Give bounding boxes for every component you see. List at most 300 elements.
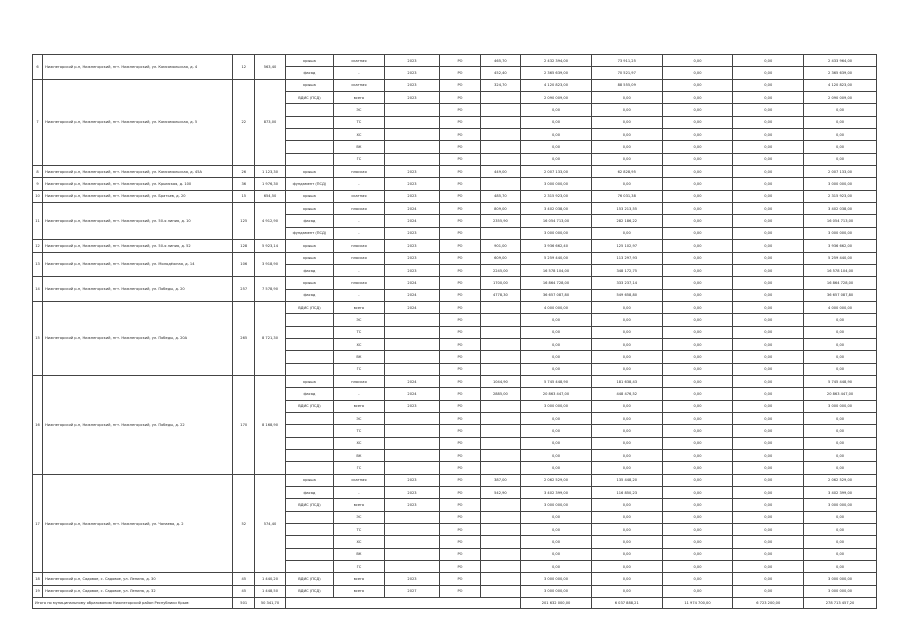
work-cost-3: 0,00 bbox=[733, 363, 804, 375]
work-cost-1: 0,00 bbox=[591, 351, 662, 363]
work-cost-1: 0,00 bbox=[591, 425, 662, 437]
work-cost: 5 259 440,00 bbox=[521, 252, 592, 264]
work-cost: 16 578 104,00 bbox=[521, 264, 592, 276]
work-cost: 0,00 bbox=[521, 129, 592, 141]
work-cost-3: 0,00 bbox=[733, 487, 804, 499]
row-apartments: 257 bbox=[233, 277, 255, 302]
row-area: 1 976,30 bbox=[255, 178, 285, 190]
total-empty bbox=[285, 598, 520, 609]
work-qty bbox=[480, 351, 520, 363]
work-cost-3: 0,00 bbox=[733, 203, 804, 215]
work-cost-2: 0,00 bbox=[662, 511, 733, 523]
work-total: 0,00 bbox=[804, 425, 877, 437]
row-address: Нижнегорский р-н, Садовое, с. Садовое, ул. Ленина, д. 30 bbox=[43, 573, 233, 585]
work-qty bbox=[480, 462, 520, 474]
row-area: 5 923,14 bbox=[255, 240, 285, 252]
work-cost-2: 0,00 bbox=[662, 425, 733, 437]
work-subtype: ГС bbox=[334, 561, 385, 573]
work-total: 3 936 662,00 bbox=[804, 240, 877, 252]
work-type: фундамент (ПСД) bbox=[285, 227, 334, 239]
work-type bbox=[285, 338, 334, 350]
work-method: РО bbox=[440, 388, 480, 400]
work-total: 0,00 bbox=[804, 338, 877, 350]
total-apartments: 501 bbox=[233, 598, 255, 609]
work-cost: 0,00 bbox=[521, 561, 592, 573]
work-qty bbox=[480, 437, 520, 449]
work-qty bbox=[480, 104, 520, 116]
total-cost-3: 6 723 200,00 bbox=[733, 598, 804, 609]
row-number: 7 bbox=[33, 79, 43, 165]
work-year: 2027 bbox=[384, 585, 440, 597]
row-area: 654,50 bbox=[255, 190, 285, 202]
work-method: РО bbox=[440, 141, 480, 153]
work-subtype: всего bbox=[334, 301, 385, 313]
work-type bbox=[285, 524, 334, 536]
work-qty bbox=[480, 301, 520, 313]
work-type bbox=[285, 511, 334, 523]
work-subtype: - bbox=[334, 67, 385, 79]
work-method: РО bbox=[440, 116, 480, 128]
row-apartments: 45 bbox=[233, 585, 255, 597]
work-year: 2024 bbox=[384, 203, 440, 215]
table-row bbox=[33, 240, 877, 252]
work-cost: 0,00 bbox=[521, 511, 592, 523]
work-cost-2: 0,00 bbox=[662, 400, 733, 412]
work-cost: 16 054 713,00 bbox=[521, 215, 592, 227]
work-cost: 2 365 639,00 bbox=[521, 67, 592, 79]
work-cost-1: 0,00 bbox=[591, 141, 662, 153]
work-cost-2: 0,00 bbox=[662, 375, 733, 387]
work-year bbox=[384, 462, 440, 474]
work-cost-2: 0,00 bbox=[662, 524, 733, 536]
work-cost-1: 348 172,75 bbox=[591, 264, 662, 276]
work-cost-2: 0,00 bbox=[662, 351, 733, 363]
work-qty: 2885,00 bbox=[480, 388, 520, 400]
work-cost: 3 402 038,00 bbox=[521, 203, 592, 215]
work-method: РО bbox=[440, 153, 480, 165]
work-cost-3: 0,00 bbox=[733, 67, 804, 79]
work-type: ВДИС (ПСД) bbox=[285, 585, 334, 597]
row-area: 1 448,50 bbox=[255, 585, 285, 597]
work-subtype: плоская bbox=[334, 166, 385, 178]
row-address: Нижнегорский р-н, Нижнегорский, пгт. Нижнегорский, ул. Победы, д. 20А bbox=[43, 301, 233, 375]
work-subtype: всего bbox=[334, 400, 385, 412]
work-cost: 0,00 bbox=[521, 314, 592, 326]
work-qty bbox=[480, 363, 520, 375]
work-cost-3: 0,00 bbox=[733, 116, 804, 128]
work-cost-2: 0,00 bbox=[662, 92, 733, 104]
work-subtype: плоская bbox=[334, 240, 385, 252]
work-method: РО bbox=[440, 375, 480, 387]
work-method: РО bbox=[440, 92, 480, 104]
work-qty bbox=[480, 412, 520, 424]
work-subtype: плоская bbox=[334, 277, 385, 289]
row-apartments: 106 bbox=[233, 252, 255, 277]
work-method: РО bbox=[440, 585, 480, 597]
work-method: РО bbox=[440, 79, 480, 91]
work-subtype: всего bbox=[334, 573, 385, 585]
work-qty: 1044,90 bbox=[480, 375, 520, 387]
work-year: 2023 bbox=[384, 67, 440, 79]
row-address: Нижнегорский р-н, Нижнегорский, пгт. Нижнегорский, ул. Комсомольская, д. 4 bbox=[43, 55, 233, 80]
table-row bbox=[33, 375, 877, 387]
work-type: ВДИС (ПСД) bbox=[285, 573, 334, 585]
work-cost: 0,00 bbox=[521, 363, 592, 375]
work-cost-3: 0,00 bbox=[733, 499, 804, 511]
work-method: РО bbox=[440, 264, 480, 276]
work-cost-1: 0,00 bbox=[591, 585, 662, 597]
work-cost-1: 0,00 bbox=[591, 450, 662, 462]
work-qty: 449,00 bbox=[480, 166, 520, 178]
work-total: 2 090 009,00 bbox=[804, 92, 877, 104]
total-cost-2: 11 974 700,00 bbox=[662, 598, 733, 609]
work-cost-3: 0,00 bbox=[733, 301, 804, 313]
work-cost-1: 113 297,93 bbox=[591, 252, 662, 264]
work-type: крыша bbox=[285, 375, 334, 387]
row-address: Нижнегорский р-н, Нижнегорский, пгт. Нижнегорский, ул. Победы, д. 22 bbox=[43, 375, 233, 474]
work-subtype: ХС bbox=[334, 129, 385, 141]
work-year bbox=[384, 548, 440, 560]
total-area: 50 341,70 bbox=[255, 598, 285, 609]
work-cost: 2 315 923,00 bbox=[521, 190, 592, 202]
work-method: РО bbox=[440, 450, 480, 462]
work-cost-2: 0,00 bbox=[662, 116, 733, 128]
work-type bbox=[285, 437, 334, 449]
work-total: 2 062 529,00 bbox=[804, 474, 877, 486]
work-year bbox=[384, 129, 440, 141]
work-type bbox=[285, 314, 334, 326]
work-type bbox=[285, 129, 334, 141]
work-cost-1: 181 638,43 bbox=[591, 375, 662, 387]
row-number: 16 bbox=[33, 375, 43, 474]
work-cost-2: 0,00 bbox=[662, 536, 733, 548]
work-cost-1: 0,00 bbox=[591, 499, 662, 511]
work-cost-3: 0,00 bbox=[733, 289, 804, 301]
work-year bbox=[384, 511, 440, 523]
work-cost: 0,00 bbox=[521, 450, 592, 462]
work-cost-2: 0,00 bbox=[662, 227, 733, 239]
work-total: 2 433 964,00 bbox=[804, 55, 877, 67]
row-apartments: 125 bbox=[233, 203, 255, 240]
work-type bbox=[285, 412, 334, 424]
row-address: Нижнегорский р-н, Нижнегорский, пгт. Нижнегорский, ул. Чапаева, д. 2 bbox=[43, 474, 233, 573]
work-cost-1: 0,00 bbox=[591, 400, 662, 412]
work-cost-1: 0,00 bbox=[591, 573, 662, 585]
row-area: 3 918,90 bbox=[255, 252, 285, 277]
work-method: РО bbox=[440, 561, 480, 573]
work-year bbox=[384, 338, 440, 350]
table-row bbox=[33, 203, 877, 215]
work-total: 16 054 713,00 bbox=[804, 215, 877, 227]
work-cost-1: 549 658,80 bbox=[591, 289, 662, 301]
work-cost-2: 0,00 bbox=[662, 499, 733, 511]
work-qty bbox=[480, 141, 520, 153]
work-cost-2: 0,00 bbox=[662, 215, 733, 227]
work-qty: 2245,00 bbox=[480, 264, 520, 276]
work-qty: 2355,90 bbox=[480, 215, 520, 227]
row-number: 17 bbox=[33, 474, 43, 573]
total-grand: 278 713 457,20 bbox=[804, 598, 877, 609]
work-cost-2: 0,00 bbox=[662, 277, 733, 289]
work-year bbox=[384, 450, 440, 462]
work-qty: 542,90 bbox=[480, 487, 520, 499]
work-cost-3: 0,00 bbox=[733, 573, 804, 585]
work-type: ВДИС (ПСД) bbox=[285, 301, 334, 313]
row-address: Нижнегорский р-н, Нижнегорский, пгт. Нижнегорский, ул. 50-я линия, д. 10 bbox=[43, 203, 233, 240]
work-year: 2024 bbox=[384, 375, 440, 387]
row-area: 7 578,90 bbox=[255, 277, 285, 302]
work-cost-2: 0,00 bbox=[662, 104, 733, 116]
work-method: РО bbox=[440, 573, 480, 585]
work-type bbox=[285, 116, 334, 128]
row-address: Нижнегорский р-н, Нижнегорский, пгт. Нижнегорский, ул. Победы, д. 20 bbox=[43, 277, 233, 302]
row-number: 14 bbox=[33, 277, 43, 302]
row-number: 15 bbox=[33, 301, 43, 375]
work-method: РО bbox=[440, 203, 480, 215]
work-cost-2: 0,00 bbox=[662, 573, 733, 585]
work-subtype: ЭС bbox=[334, 412, 385, 424]
work-type: крыша bbox=[285, 240, 334, 252]
row-number: 13 bbox=[33, 252, 43, 277]
work-type: крыша bbox=[285, 252, 334, 264]
work-cost: 2 090 009,00 bbox=[521, 92, 592, 104]
work-cost: 2 007 133,00 bbox=[521, 166, 592, 178]
work-cost-1: 62 828,95 bbox=[591, 166, 662, 178]
work-year: 2023 bbox=[384, 79, 440, 91]
work-qty: 452,40 bbox=[480, 67, 520, 79]
row-apartments: 170 bbox=[233, 375, 255, 474]
work-year: 2024 bbox=[384, 388, 440, 400]
work-cost-1: 0,00 bbox=[591, 116, 662, 128]
work-year bbox=[384, 141, 440, 153]
work-qty bbox=[480, 425, 520, 437]
work-cost-3: 0,00 bbox=[733, 450, 804, 462]
work-cost: 5 745 448,90 bbox=[521, 375, 592, 387]
work-qty bbox=[480, 153, 520, 165]
work-type bbox=[285, 536, 334, 548]
row-number: 9 bbox=[33, 178, 43, 190]
work-type bbox=[285, 351, 334, 363]
work-cost-2: 0,00 bbox=[662, 561, 733, 573]
work-total: 4 000 000,00 bbox=[804, 301, 877, 313]
work-method: РО bbox=[440, 301, 480, 313]
work-type: фасад bbox=[285, 264, 334, 276]
work-year: 2023 bbox=[384, 264, 440, 276]
work-qty bbox=[480, 178, 520, 190]
work-total: 0,00 bbox=[804, 561, 877, 573]
work-cost-3: 0,00 bbox=[733, 400, 804, 412]
work-cost-3: 0,00 bbox=[733, 314, 804, 326]
work-subtype: ТС bbox=[334, 116, 385, 128]
work-cost-2: 0,00 bbox=[662, 264, 733, 276]
work-cost-1: 73 911,25 bbox=[591, 55, 662, 67]
work-year: 2023 bbox=[384, 252, 440, 264]
work-type: крыша bbox=[285, 55, 334, 67]
work-method: РО bbox=[440, 67, 480, 79]
work-cost-3: 0,00 bbox=[733, 462, 804, 474]
work-qty bbox=[480, 573, 520, 585]
work-cost-3: 0,00 bbox=[733, 412, 804, 424]
total-cost: 201 632 000,00 bbox=[521, 598, 592, 609]
work-total: 0,00 bbox=[804, 412, 877, 424]
table-row bbox=[33, 301, 877, 313]
work-total: 0,00 bbox=[804, 524, 877, 536]
work-cost-3: 0,00 bbox=[733, 351, 804, 363]
work-cost: 3 936 662,40 bbox=[521, 240, 592, 252]
work-cost: 3 000 000,00 bbox=[521, 573, 592, 585]
work-total: 3 000 000,00 bbox=[804, 499, 877, 511]
work-subtype: ГС bbox=[334, 363, 385, 375]
work-cost-2: 0,00 bbox=[662, 190, 733, 202]
work-cost: 20 863 447,00 bbox=[521, 388, 592, 400]
work-method: РО bbox=[440, 536, 480, 548]
work-cost: 3 000 000,00 bbox=[521, 227, 592, 239]
work-method: РО bbox=[440, 129, 480, 141]
row-number: 18 bbox=[33, 573, 43, 585]
work-qty bbox=[480, 499, 520, 511]
work-subtype: скатная bbox=[334, 190, 385, 202]
work-cost-3: 0,00 bbox=[733, 215, 804, 227]
row-address: Нижнегорский р-н, Нижнегорский, пгт. Нижнегорский, ул. Молодёжная, д. 14 bbox=[43, 252, 233, 277]
work-subtype: плоская bbox=[334, 375, 385, 387]
work-method: РО bbox=[440, 425, 480, 437]
work-qty bbox=[480, 585, 520, 597]
work-type bbox=[285, 363, 334, 375]
work-qty bbox=[480, 129, 520, 141]
work-total: 2 365 639,00 bbox=[804, 67, 877, 79]
work-cost: 2 062 529,00 bbox=[521, 474, 592, 486]
work-year: 2024 bbox=[384, 301, 440, 313]
work-cost-1: 153 213,55 bbox=[591, 203, 662, 215]
work-total: 0,00 bbox=[804, 462, 877, 474]
work-total: 3 402 038,00 bbox=[804, 203, 877, 215]
table-row bbox=[33, 252, 877, 264]
row-area: 8 168,90 bbox=[255, 375, 285, 474]
work-qty bbox=[480, 400, 520, 412]
work-total: 0,00 bbox=[804, 351, 877, 363]
document-table-sheet bbox=[32, 54, 877, 609]
row-apartments: 26 bbox=[233, 166, 255, 178]
work-cost-2: 0,00 bbox=[662, 363, 733, 375]
work-year bbox=[384, 425, 440, 437]
work-total: 4 120 823,00 bbox=[804, 79, 877, 91]
work-cost-1: 0,00 bbox=[591, 524, 662, 536]
work-total: 0,00 bbox=[804, 548, 877, 560]
row-address: Нижнегорский р-н, Садовое, с. Садовое, ул. Ленина, д. 32 bbox=[43, 585, 233, 597]
work-method: РО bbox=[440, 524, 480, 536]
work-cost-3: 0,00 bbox=[733, 388, 804, 400]
work-type: фасад bbox=[285, 388, 334, 400]
work-cost-1: 70 521,97 bbox=[591, 67, 662, 79]
work-subtype: - bbox=[334, 388, 385, 400]
work-type: фасад bbox=[285, 289, 334, 301]
work-cost: 0,00 bbox=[521, 412, 592, 424]
work-cost-3: 0,00 bbox=[733, 55, 804, 67]
work-cost: 4 120 823,00 bbox=[521, 79, 592, 91]
work-qty bbox=[480, 227, 520, 239]
row-apartments: 45 bbox=[233, 573, 255, 585]
work-year: 2023 bbox=[384, 240, 440, 252]
work-year bbox=[384, 363, 440, 375]
work-cost-1: 0,00 bbox=[591, 178, 662, 190]
work-method: РО bbox=[440, 215, 480, 227]
work-cost-1: 0,00 bbox=[591, 548, 662, 560]
work-qty bbox=[480, 450, 520, 462]
work-type: ВДИС (ПСД) bbox=[285, 92, 334, 104]
work-method: РО bbox=[440, 462, 480, 474]
row-apartments: 128 bbox=[233, 240, 255, 252]
work-method: РО bbox=[440, 277, 480, 289]
work-subtype: ГС bbox=[334, 462, 385, 474]
work-qty: 609,00 bbox=[480, 252, 520, 264]
work-cost-1: 0,00 bbox=[591, 462, 662, 474]
work-year bbox=[384, 524, 440, 536]
work-cost: 36 657 087,80 bbox=[521, 289, 592, 301]
work-cost-3: 0,00 bbox=[733, 338, 804, 350]
work-cost-2: 0,00 bbox=[662, 314, 733, 326]
work-total: 16 864 728,00 bbox=[804, 277, 877, 289]
work-qty: 324,70 bbox=[480, 79, 520, 91]
work-subtype: плоская bbox=[334, 252, 385, 264]
table-body bbox=[33, 55, 877, 609]
work-cost: 0,00 bbox=[521, 153, 592, 165]
work-cost-2: 0,00 bbox=[662, 178, 733, 190]
work-qty: 465,70 bbox=[480, 55, 520, 67]
work-subtype: ВК bbox=[334, 351, 385, 363]
work-subtype: ВК bbox=[334, 141, 385, 153]
work-method: РО bbox=[440, 548, 480, 560]
work-cost-3: 0,00 bbox=[733, 326, 804, 338]
table-row bbox=[33, 277, 877, 289]
work-method: РО bbox=[440, 55, 480, 67]
work-subtype: скатная bbox=[334, 474, 385, 486]
work-cost: 3 000 000,00 bbox=[521, 585, 592, 597]
work-subtype: всего bbox=[334, 499, 385, 511]
work-subtype: скатная bbox=[334, 79, 385, 91]
work-method: РО bbox=[440, 363, 480, 375]
work-cost-2: 0,00 bbox=[662, 326, 733, 338]
work-type: крыша bbox=[285, 79, 334, 91]
work-year bbox=[384, 561, 440, 573]
work-cost: 0,00 bbox=[521, 104, 592, 116]
work-cost-3: 0,00 bbox=[733, 178, 804, 190]
work-cost-2: 0,00 bbox=[662, 462, 733, 474]
work-cost: 0,00 bbox=[521, 536, 592, 548]
work-year: 2023 bbox=[384, 92, 440, 104]
total-row bbox=[33, 598, 877, 609]
work-qty: 485,70 bbox=[480, 190, 520, 202]
work-cost-3: 0,00 bbox=[733, 264, 804, 276]
row-apartments: 22 bbox=[233, 79, 255, 165]
work-cost-2: 0,00 bbox=[662, 166, 733, 178]
table-row bbox=[33, 585, 877, 597]
work-cost-2: 0,00 bbox=[662, 55, 733, 67]
work-year: 2023 bbox=[384, 573, 440, 585]
work-subtype: всего bbox=[334, 92, 385, 104]
work-method: РО bbox=[440, 400, 480, 412]
work-cost-1: 0,00 bbox=[591, 92, 662, 104]
work-cost-3: 0,00 bbox=[733, 104, 804, 116]
work-year bbox=[384, 153, 440, 165]
work-cost-1: 0,00 bbox=[591, 412, 662, 424]
work-cost-3: 0,00 bbox=[733, 190, 804, 202]
work-year bbox=[384, 412, 440, 424]
work-subtype: ХС bbox=[334, 338, 385, 350]
work-cost-1: 125 102,97 bbox=[591, 240, 662, 252]
work-cost-2: 0,00 bbox=[662, 153, 733, 165]
work-qty: 1700,00 bbox=[480, 277, 520, 289]
work-cost-2: 0,00 bbox=[662, 67, 733, 79]
